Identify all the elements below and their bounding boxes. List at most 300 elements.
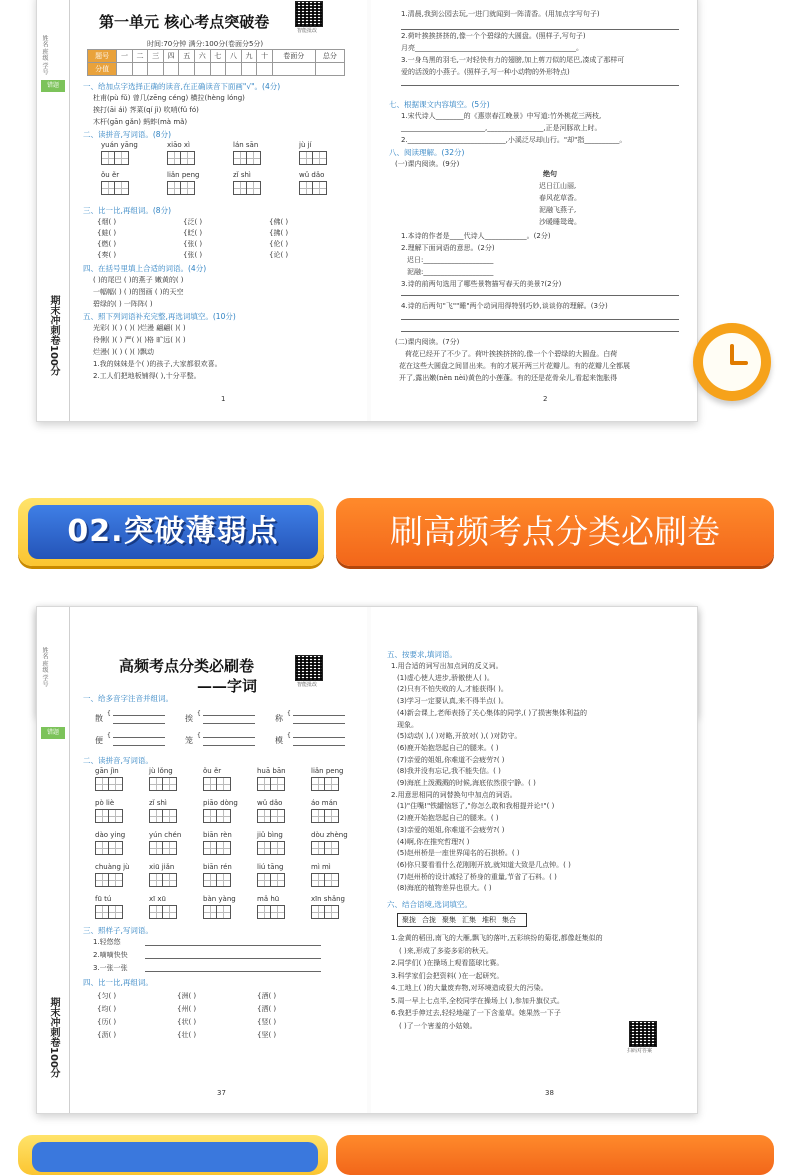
tianzige-cell[interactable]	[311, 873, 325, 887]
compare-word: {均( )	[97, 1005, 117, 1013]
tianzige-cell[interactable]	[325, 841, 339, 855]
compare-word: {燃( )	[97, 240, 117, 248]
question-line: ( )了一个害羞的小姑娘。	[399, 1021, 477, 1030]
tianzige-boxes[interactable]	[311, 905, 339, 919]
tianzige-cell[interactable]	[163, 777, 177, 791]
score-input-cell[interactable]	[179, 63, 195, 76]
word-bank-item: 堆积	[482, 916, 496, 924]
pinyin-label: xiāo xì	[167, 141, 190, 149]
compare-word: {泛( )	[183, 218, 203, 226]
tianzige-cell[interactable]	[299, 151, 313, 165]
bracket-blanks: {	[107, 732, 111, 739]
tianzige-cell[interactable]	[101, 181, 115, 195]
tianzige-cell[interactable]	[149, 841, 163, 855]
score-input-cell[interactable]	[257, 63, 273, 76]
question-line: 月亮______________________________________________。	[401, 44, 583, 52]
question-line: 挨打(āi ái) 荠菜(qí jì) 吹哨(fǔ fó)	[93, 106, 199, 114]
qr-code-icon[interactable]	[295, 1, 323, 27]
question-line: (1)虚心使人进步,骄傲使人( )。	[397, 673, 494, 682]
score-input-cell[interactable]	[241, 63, 257, 76]
score-header-cell: 六	[195, 50, 211, 63]
answer-line	[145, 945, 321, 946]
tianzige-boxes[interactable]	[311, 777, 339, 791]
pinyin-label: liú tāng	[257, 863, 284, 871]
tianzige-boxes[interactable]	[203, 809, 231, 823]
question-line: 杜甫(pù fǔ) 曾几(zēng céng) 横拉(hèng lóng)	[93, 94, 245, 102]
tianzige-cell[interactable]	[299, 181, 313, 195]
tianzige-cell[interactable]	[217, 841, 231, 855]
score-header-cell: 三	[148, 50, 164, 63]
question-line: 5.周一早上七点半,全校同学在操场上( ),参加升旗仪式。	[391, 996, 564, 1005]
score-header-cell: 四	[163, 50, 179, 63]
answer-line	[401, 85, 679, 86]
tianzige-cell[interactable]	[203, 873, 217, 887]
gutter-tag: 错题	[41, 80, 65, 92]
tianzige-cell[interactable]	[247, 151, 261, 165]
tianzige-boxes[interactable]	[167, 181, 195, 195]
tianzige-cell[interactable]	[149, 905, 163, 919]
compare-word: {历( )	[97, 1018, 117, 1026]
answer-line	[401, 331, 679, 332]
word-bank-item: 合拢	[422, 916, 436, 924]
polyphonic-char: 模	[275, 736, 283, 745]
tianzige-cell[interactable]	[109, 873, 123, 887]
score-input-cell[interactable]	[117, 63, 133, 76]
pinyin-label: zǐ shì	[233, 171, 251, 179]
pinyin-label: xīn shǎng	[311, 895, 346, 903]
pinyin-label: ǒu ěr	[203, 767, 222, 775]
tianzige-cell[interactable]	[311, 841, 325, 855]
tianzige-boxes[interactable]	[257, 809, 285, 823]
question-line: (4)啊,你在推究哲理?( )	[397, 837, 470, 846]
pinyin-label: wǔ dǎo	[299, 171, 325, 179]
answer-line	[401, 319, 679, 320]
tianzige-cell[interactable]	[217, 809, 231, 823]
tianzige-cell[interactable]	[271, 777, 285, 791]
pinyin-label: jù lǒng	[149, 767, 173, 775]
tianzige-cell[interactable]	[325, 777, 339, 791]
tianzige-boxes[interactable]	[311, 873, 339, 887]
section-heading: 四、比一比,再组词。	[83, 978, 153, 987]
compare-word: {伦( )	[269, 240, 289, 248]
pinyin-label: bàn yàng	[203, 895, 236, 903]
gutter-brand: 期末冲刺卷100分	[48, 295, 59, 376]
subsection-heading: (二)课内阅读。(7分)	[395, 338, 460, 346]
tianzige-boxes[interactable]	[149, 841, 177, 855]
section-heading: 三、照样子,写词语。	[83, 926, 153, 935]
sheet1-left-page	[37, 0, 367, 421]
tianzige-cell[interactable]	[115, 181, 129, 195]
tianzige-boxes[interactable]	[257, 873, 285, 887]
pinyin-label: mǎ hū	[257, 895, 280, 903]
question-line: 1.轻悠悠	[93, 938, 121, 946]
pinyin-label: jù jí	[299, 141, 312, 149]
answer-line[interactable]	[293, 737, 345, 738]
bracket-blanks: {	[287, 732, 291, 739]
tianzige-cell[interactable]	[149, 777, 163, 791]
exam-sheet-2-body	[36, 606, 698, 1114]
answer-line[interactable]	[203, 745, 255, 746]
section-heading: 五、照下列词语补充完整,再选词填空。(10分)	[83, 312, 236, 321]
question-line: 1.本诗的作者是____代诗人____________。(2分)	[401, 232, 551, 240]
poem-line: 迟日江山丽,	[539, 182, 577, 190]
tianzige-boxes[interactable]	[203, 905, 231, 919]
polyphonic-char: 散	[95, 714, 103, 723]
tianzige-cell[interactable]	[95, 905, 109, 919]
question-line: 3.诗的前两句选用了哪些景物描写春天的美景?(2分)	[401, 280, 562, 288]
pinyin-label: liǎn peng	[167, 171, 200, 179]
section-heading: 八、阅读理解。(32分)	[389, 148, 465, 157]
answer-line[interactable]	[113, 723, 165, 724]
answer-line[interactable]	[203, 737, 255, 738]
tianzige-cell[interactable]	[167, 181, 181, 195]
tianzige-boxes[interactable]	[95, 777, 123, 791]
gutter-brand: 期末冲刺卷100分	[48, 997, 59, 1078]
tianzige-boxes[interactable]	[299, 181, 327, 195]
poem-line: 沙暖睡鸳鸯。	[539, 218, 581, 226]
pinyin-label: dào ying	[95, 831, 126, 839]
compare-word: {州( )	[177, 1005, 197, 1013]
section-heading: 四、在括号里填上合适的词语。(4分)	[83, 264, 207, 273]
tianzige-cell[interactable]	[109, 905, 123, 919]
section-heading: 一、给多音字注音并组词。	[83, 694, 173, 703]
passage-line: 花在这些大圆盘之间冒出来。有的才展开两三片花瓣儿。有的花瓣儿全都展	[399, 362, 630, 370]
tianzige-cell[interactable]	[109, 809, 123, 823]
tianzige-boxes[interactable]	[203, 873, 231, 887]
tianzige-cell[interactable]	[233, 151, 247, 165]
question-line: 4.工地上( )的大量废弃物,对环境造成很大的污染。	[391, 984, 548, 992]
binding-gutter	[37, 607, 70, 1113]
tianzige-cell[interactable]	[271, 809, 285, 823]
answer-line[interactable]	[293, 745, 345, 746]
tianzige-cell[interactable]	[181, 151, 195, 165]
tianzige-cell[interactable]	[325, 809, 339, 823]
tianzige-cell[interactable]	[257, 777, 271, 791]
compare-word: {酒( )	[257, 992, 277, 1000]
section-heading: 五、按要求,填词语。	[387, 650, 457, 659]
question-line: ( )的尾巴 ( )的燕子 嫩黄的( )	[93, 276, 184, 284]
score-table	[87, 49, 345, 76]
tianzige-boxes[interactable]	[233, 151, 261, 165]
question-line: 1.用合适的词写出加点词的反义词。	[391, 662, 503, 670]
pinyin-label: gān jìn	[95, 767, 119, 775]
tianzige-cell[interactable]	[217, 905, 231, 919]
score-header-cell: 八	[226, 50, 242, 63]
sheet2-right-page	[371, 607, 697, 1113]
score-input-cell[interactable]	[148, 63, 164, 76]
answer-line[interactable]	[113, 737, 165, 738]
tianzige-cell[interactable]	[149, 873, 163, 887]
exam-title: 高频考点分类必刷卷	[119, 657, 255, 675]
answer-line	[401, 29, 679, 30]
question-line: (6)你只要看看什么花刚刚开放,就知道大致是几点钟。( )	[397, 860, 571, 869]
tianzige-cell[interactable]	[95, 841, 109, 855]
bracket-blanks: {	[197, 732, 201, 739]
score-input-cell[interactable]	[315, 63, 344, 76]
exam-title: 第一单元 核心考点突破卷	[99, 13, 270, 31]
tianzige-boxes[interactable]	[95, 809, 123, 823]
answer-line[interactable]	[113, 715, 165, 716]
answer-line[interactable]	[203, 715, 255, 716]
section-heading: 三、比一比,再组词。(8分)	[83, 206, 172, 215]
tianzige-boxes[interactable]	[167, 151, 195, 165]
tianzige-boxes[interactable]	[149, 873, 177, 887]
tianzige-cell[interactable]	[257, 905, 271, 919]
banner-right-label: 刷高频考点分类必刷卷	[390, 512, 720, 551]
compare-word: {奏( )	[97, 251, 117, 259]
question-line: 1.我的妹妹是个( )的孩子,大家都很欢喜。	[93, 360, 222, 368]
pinyin-label: dòu zhèng	[311, 831, 348, 839]
binding-gutter	[37, 0, 70, 421]
tianzige-boxes[interactable]	[299, 151, 327, 165]
tianzige-cell[interactable]	[163, 841, 177, 855]
score-input-cell[interactable]	[132, 63, 148, 76]
tianzige-boxes[interactable]	[101, 181, 129, 195]
tianzige-cell[interactable]	[311, 777, 325, 791]
pinyin-label: jiǔ bìng	[257, 831, 283, 839]
compare-word: {张( )	[183, 240, 203, 248]
tianzige-boxes[interactable]	[149, 777, 177, 791]
question-line: 木杆(gān gǎn) 蚂蚱(mà mǎ)	[93, 118, 188, 126]
pinyin-label: ǒu ěr	[101, 171, 120, 179]
pinyin-label: áo mán	[311, 799, 338, 807]
answer-line	[401, 295, 679, 296]
question-line: 1.清晨,我到公园去玩,一进门就闻到一阵清香。(用加点字写句子)	[401, 10, 600, 18]
compare-word: {烟( )	[97, 218, 117, 226]
page-number: 2	[543, 395, 548, 403]
tianzige-boxes[interactable]	[101, 151, 129, 165]
tianzige-cell[interactable]	[163, 873, 177, 887]
tianzige-cell[interactable]	[203, 905, 217, 919]
section-heading: 二、读拼音,写词语。	[83, 756, 153, 765]
banner-left-label: 02.突破薄弱点	[67, 514, 279, 549]
score-input-cell[interactable]	[195, 63, 211, 76]
word-bank-item: 集合	[502, 916, 516, 924]
tianzige-cell[interactable]	[313, 151, 327, 165]
word-bank-item: 聚拢	[402, 916, 416, 924]
tianzige-cell[interactable]	[203, 841, 217, 855]
tianzige-cell[interactable]	[257, 809, 271, 823]
question-line: 3.科学家们会把资料( )在一起研究。	[391, 971, 504, 980]
tianzige-cell[interactable]	[271, 873, 285, 887]
answer-line	[145, 958, 321, 959]
answer-qr-caption: 扫码对答案	[627, 1048, 653, 1054]
gutter-tag: 错题	[41, 727, 65, 739]
compare-word: {蛙( )	[97, 229, 117, 237]
score-input-cell[interactable]	[226, 63, 242, 76]
tianzige-cell[interactable]	[95, 873, 109, 887]
question-line: 2.用意思相同的词替换句中加点的词语。	[391, 790, 517, 799]
next-banner-left-badge	[32, 1142, 318, 1172]
pinyin-label: xī xū	[149, 895, 166, 903]
score-header-cell: 总分	[315, 50, 344, 63]
tianzige-boxes[interactable]	[203, 841, 231, 855]
page-number: 37	[217, 1089, 226, 1097]
question-line: (5)赵州桥是一座世界闻名的石拱桥。( )	[397, 849, 520, 858]
tianzige-boxes[interactable]	[257, 841, 285, 855]
tianzige-boxes[interactable]	[311, 809, 339, 823]
section-heading: 七、根据课文内容填空。(5分)	[389, 100, 490, 109]
tianzige-cell[interactable]	[271, 841, 285, 855]
score-input-cell[interactable]	[272, 63, 315, 76]
word-bank-item: 汇集	[462, 916, 476, 924]
passage-line: 荷花已经开了不少了。荷叶挨挨挤挤的,像一个个碧绿的大圆盘。白荷	[405, 350, 618, 358]
tianzige-boxes[interactable]	[233, 181, 261, 195]
tianzige-cell[interactable]	[311, 809, 325, 823]
qr-code-icon[interactable]	[295, 655, 323, 681]
compare-word: {壮( )	[177, 1031, 197, 1039]
tianzige-cell[interactable]	[109, 777, 123, 791]
tianzige-cell[interactable]	[101, 151, 115, 165]
poem-title: 绝句	[543, 169, 557, 178]
answer-line[interactable]	[203, 723, 255, 724]
compare-word: {状( )	[177, 1018, 197, 1026]
tianzige-boxes[interactable]	[95, 905, 123, 919]
question-line: 迟日:____________________	[407, 256, 494, 264]
question-line: 1.金黄的稻田,南飞的大雁,飘飞的落叶,五彩缤纷的菊花,都像赶集似的	[391, 934, 603, 942]
word-bank	[397, 913, 527, 927]
tianzige-cell[interactable]	[257, 841, 271, 855]
polyphonic-char: 称	[275, 714, 283, 723]
score-header-cell: 题号	[88, 50, 117, 63]
question-line: (7)亲爱的姐姐,你难道不会疲劳?( )	[397, 755, 505, 764]
pinyin-label: huā bān	[257, 767, 286, 775]
tianzige-boxes[interactable]	[95, 841, 123, 855]
tianzige-boxes[interactable]	[257, 905, 285, 919]
tianzige-cell[interactable]	[325, 905, 339, 919]
pinyin-label: biān rèn	[203, 831, 232, 839]
pinyin-label: liǎn peng	[311, 767, 344, 775]
tianzige-cell[interactable]	[109, 841, 123, 855]
compare-word: {匀( )	[97, 992, 117, 1000]
question-line: (7)赵州桥的设计减轻了桥身的重量,节省了石料。( )	[397, 872, 557, 881]
tianzige-cell[interactable]	[149, 809, 163, 823]
tianzige-cell[interactable]	[95, 809, 109, 823]
word-bank-item: 聚集	[442, 916, 456, 924]
page-number: 1	[221, 395, 226, 403]
tianzige-cell[interactable]	[247, 181, 261, 195]
tianzige-boxes[interactable]	[149, 809, 177, 823]
bracket-blanks: {	[287, 710, 291, 717]
question-line: 泥融:____________________	[407, 268, 494, 276]
tianzige-cell[interactable]	[167, 151, 181, 165]
pinyin-label: zǐ shì	[149, 799, 167, 807]
section-heading: 一、给加点字选择正确的读音,在正确读音下面画"√"。(4分)	[83, 82, 281, 91]
tianzige-boxes[interactable]	[149, 905, 177, 919]
bracket-blanks: {	[197, 710, 201, 717]
tianzige-cell[interactable]	[311, 905, 325, 919]
bracket-blanks: {	[107, 710, 111, 717]
tianzige-cell[interactable]	[203, 809, 217, 823]
tianzige-cell[interactable]	[163, 905, 177, 919]
compare-word: {眨( )	[183, 229, 203, 237]
pinyin-label: yuán yāng	[101, 141, 138, 149]
page-number: 38	[545, 1089, 554, 1097]
tianzige-cell[interactable]	[217, 873, 231, 887]
pinyin-label: chuàng jù	[95, 863, 130, 871]
tianzige-cell[interactable]	[95, 777, 109, 791]
question-line: 爱的活泼的小燕子。(照样子,写一种小动物的外形特点)	[401, 68, 570, 76]
answer-line[interactable]	[293, 715, 345, 716]
poem-line: 泥融飞燕子,	[539, 206, 577, 214]
score-header-cell: 七	[210, 50, 226, 63]
tianzige-cell[interactable]	[115, 151, 129, 165]
tianzige-cell[interactable]	[257, 873, 271, 887]
question-line: (1)"住嘴!"铁罐恼怒了,"你怎么敢和我相提并论!"( )	[397, 802, 555, 811]
question-line: 2.理解下面词语的意思。(2分)	[401, 244, 495, 252]
pinyin-label: pò liè	[95, 799, 115, 807]
subsection-heading: (一)课内阅读。(9分)	[395, 160, 460, 168]
section-heading: 二、读拼音,写词语。(8分)	[83, 130, 172, 139]
tianzige-boxes[interactable]	[257, 777, 285, 791]
tianzige-cell[interactable]	[181, 181, 195, 195]
answer-line[interactable]	[293, 723, 345, 724]
compare-word: {论( )	[269, 251, 289, 259]
question-line: (5)动动( ),( )对略,开放对( ),( )对防守。	[397, 732, 522, 741]
score-input-cell[interactable]	[210, 63, 226, 76]
tianzige-cell[interactable]	[203, 777, 217, 791]
score-header-cell: 五	[179, 50, 195, 63]
question-line: 6.我把手伸过去,轻轻地碰了一下含羞草。她果然一下子	[391, 1009, 561, 1017]
score-header-cell: 十	[257, 50, 273, 63]
compare-word: {张( )	[183, 251, 203, 259]
tianzige-boxes[interactable]	[311, 841, 339, 855]
answer-qr-icon[interactable]	[629, 1021, 657, 1047]
passage-line: 开了,露出嫩(nèn nèi)黄色的小莲蓬。有的还是花骨朵儿,看起来饱胀得	[399, 374, 618, 382]
answer-line[interactable]	[113, 745, 165, 746]
score-header-cell: 一	[117, 50, 133, 63]
pinyin-label: wǔ dǎo	[257, 799, 283, 807]
qr-caption: 智能批改	[297, 28, 318, 34]
poem-line: 春风花草香。	[539, 194, 581, 202]
question-line: (4)新会课上,老师表扬了关心集体的同学,( )了损害集体利益的	[397, 708, 588, 717]
tianzige-cell[interactable]	[233, 181, 247, 195]
question-line: 2.嘀嘀快快	[93, 951, 128, 959]
question-line: (3)学习一定要认真,来不得半点( )。	[397, 697, 508, 706]
tianzige-cell[interactable]	[271, 905, 285, 919]
question-line: 现象。	[397, 720, 418, 729]
score-header-cell: 卷面分	[272, 50, 315, 63]
gutter-info: 姓名 班级 学号	[41, 35, 48, 75]
question-line: (2)鹿开始抱怨起自己的腿来。( )	[397, 814, 499, 823]
question-line: 2.____________________________,小溪泛尽却山行。"却"指__________。	[401, 136, 627, 144]
pinyin-label: mì mì	[311, 863, 331, 871]
gutter-info: 姓名 班级 学号	[41, 647, 48, 687]
question-line: 碧绿的( ) 一阵阵( )	[93, 300, 153, 308]
score-input-cell[interactable]	[163, 63, 179, 76]
question-line: 2.荷叶挨挨挤挤的,像一个个碧绿的大圆盘。(照样子,写句子)	[401, 32, 586, 40]
question-line: 2.工人们把地板铺得( ),十分平整。	[93, 372, 201, 380]
compare-word: {坚( )	[257, 1031, 277, 1039]
question-line: 一幅幅( ) ( )的图画 ( )的天空	[93, 288, 184, 296]
pinyin-label: lán sān	[233, 141, 259, 149]
sheet1-right-page	[371, 0, 697, 421]
tianzige-boxes[interactable]	[95, 873, 123, 887]
tianzige-cell[interactable]	[163, 809, 177, 823]
compare-word: {竖( )	[257, 1018, 277, 1026]
polyphonic-char: 挨	[185, 714, 193, 723]
question-line: (8)我并没有忘记,我不能失信。( )	[397, 767, 501, 776]
tianzige-cell[interactable]	[313, 181, 327, 195]
tianzige-boxes[interactable]	[203, 777, 231, 791]
question-line: 3.一张一张	[93, 964, 128, 972]
tianzige-cell[interactable]	[217, 777, 231, 791]
score-header-cell: 二	[132, 50, 148, 63]
compare-word: {洲( )	[177, 992, 197, 1000]
tianzige-cell[interactable]	[325, 873, 339, 887]
polyphonic-char: 笼	[185, 736, 193, 745]
exam-meta: 时间:70分钟 满分:100分(卷面分5分)	[147, 40, 264, 48]
